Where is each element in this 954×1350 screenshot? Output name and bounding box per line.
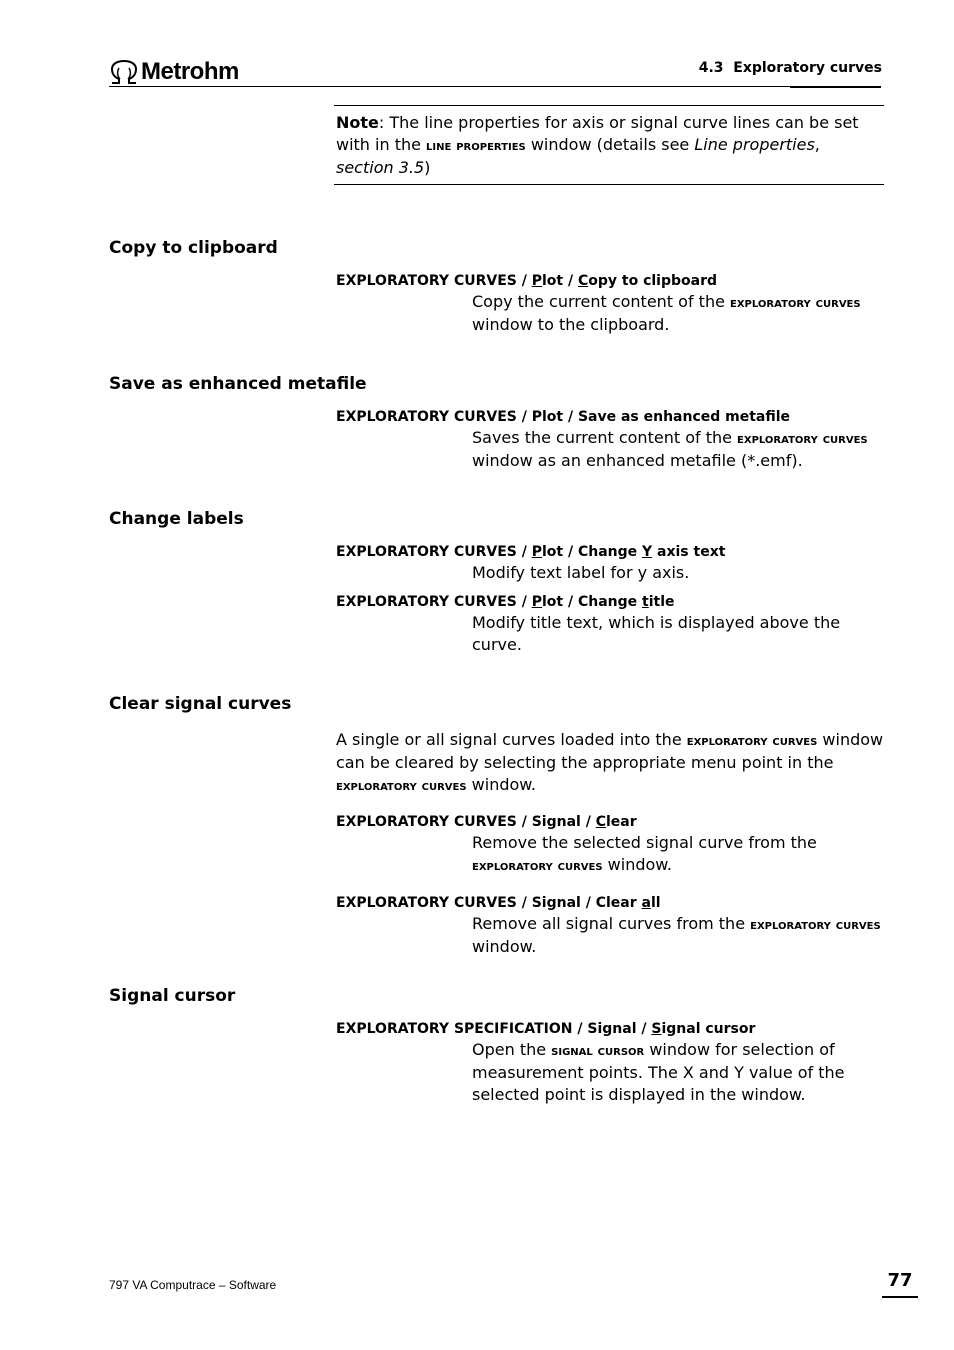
omega-logo-icon (109, 59, 139, 85)
description-clear: Remove the selected signal curve from the exploratory curves window. (472, 833, 817, 874)
menu-path-cursor: EXPLORATORY SPECIFICATION / Signal / Signal cursor (336, 1021, 756, 1037)
description-save: Saves the current content of the exploratory curves window as an enhanced metafile (*.emf). (472, 428, 868, 470)
section-heading-clear: Clear signal curves (109, 694, 292, 714)
header-rule (109, 86, 881, 87)
menu-path-save: EXPLORATORY CURVES / Plot / Save as enhanced metafile (336, 409, 791, 425)
section-heading-labels: Change labels (109, 509, 244, 529)
description-title: Modify title text, which is displayed above the curve. (472, 613, 841, 654)
section-header: 4.3 Exploratory curves (698, 60, 882, 76)
page-number-rule (882, 1296, 918, 1298)
menu-path-y-axis: EXPLORATORY CURVES / Plot / Change Y axis text (336, 544, 726, 560)
metrohm-logo (109, 58, 239, 86)
note-label: Note (336, 113, 379, 132)
menu-path-clear: EXPLORATORY CURVES / Signal / Clear (336, 814, 637, 830)
section-heading-cursor: Signal cursor (109, 986, 236, 1006)
description-cursor: Open the signal cursor window for selection of measurement points. The X and Y value of the selected point is displayed in the window. (472, 1040, 845, 1104)
footer-document-title: 797 VA Computrace – Software (109, 1278, 277, 1292)
menu-path-title: EXPLORATORY CURVES / Plot / Change title (336, 594, 675, 610)
logo-text: Metrohm (141, 58, 239, 85)
page-number: 77 (887, 1270, 913, 1291)
menu-path-clear-all: EXPLORATORY CURVES / Signal / Clear all (336, 895, 661, 911)
description-y-axis: Modify text label for y axis. (472, 563, 690, 582)
description-clear-all: Remove all signal curves from the exploratory curves window. (472, 914, 881, 956)
paragraph-clear: A single or all signal curves loaded into the exploratory curves window can be cleared by selecting the appropriate menu point in the exploratory curves window. (336, 730, 884, 794)
section-heading-save: Save as enhanced metafile (109, 374, 367, 394)
note-rule-top (334, 105, 884, 106)
menu-path-copy: EXPLORATORY CURVES / Plot / Copy to clipboard (336, 273, 718, 289)
description-copy: Copy the current content of the exploratory curves window to the clipboard. (472, 292, 861, 334)
section-heading-copy: Copy to clipboard (109, 238, 278, 258)
header-rule-accent (790, 86, 881, 88)
note-block: Note: The line properties for axis or signal curve lines can be set with in the line properties window (details see Line properties, section 3.5) (336, 113, 859, 177)
note-rule-bottom (334, 184, 884, 185)
